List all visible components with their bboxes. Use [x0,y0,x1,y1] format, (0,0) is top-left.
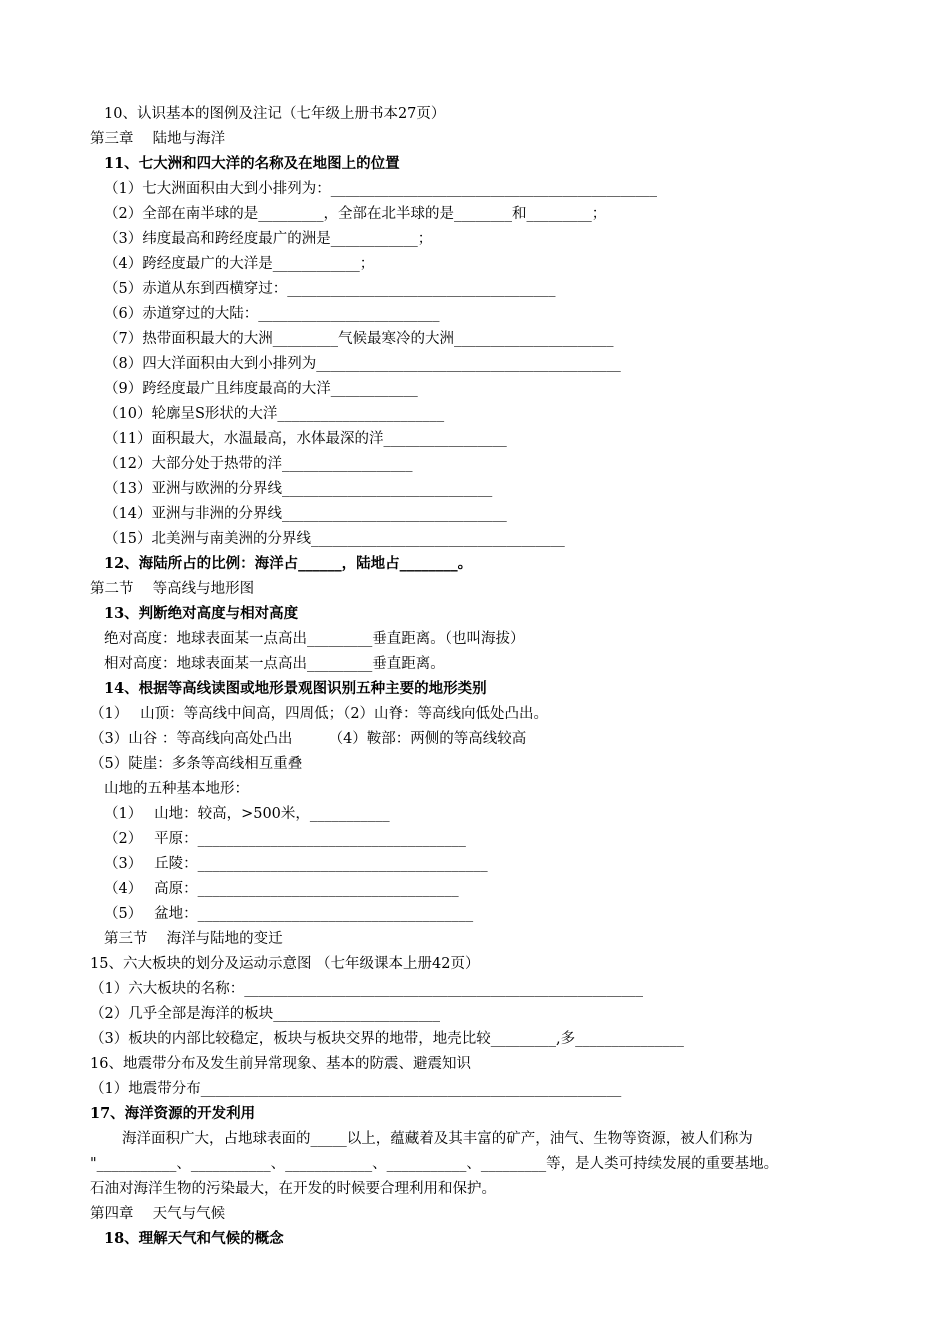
item-17-heading: 17、海洋资源的开发利用 [90,1105,256,1122]
q11-2: （2）全部在南半球的是_________，全部在北半球的是________和_________； [104,206,607,222]
landform-5: （5）陡崖：多条等高线相互重叠 [90,756,303,772]
basic-landform-4: （4） 高原：____________________________________ [104,881,459,897]
section-2-title: 第二节 等高线与地形图 [90,581,255,597]
q11-15: （15）北美洲与南美洲的分界线___________________________________ [104,531,565,547]
item-14-heading: 14、根据等高线读图或地形景观图识别五种主要的地形类别 [104,680,487,697]
item-15-heading: 15、六大板块的划分及运动示意图 （七年级课本上册42页） [90,956,480,972]
absolute-height: 绝对高度：地球表面某一点高出_________垂直距离。（也叫海拔） [104,631,525,647]
q11-8: （8）四大洋面积由大到小排列为__________________________________________ [104,356,621,372]
q11-10: （10）轮廓呈S形状的大洋_______________________ [104,406,445,422]
q11-12: （12）大部分处于热带的洋__________________ [104,456,413,472]
chapter-3-title: 第三章 陆地与海洋 [90,131,226,147]
item-13-heading: 13、判断绝对高度与相对高度 [104,605,299,622]
ocean-resources-p1: 海洋面积广大，占地球表面的_____以上，蕴藏着及其丰富的矿产，油气、生物等资源，被人们称为 [122,1131,753,1147]
q11-4: （4）跨经度最广的大洋是____________； [104,256,375,272]
q15-3: （3）板块的内部比较稳定，板块与板块交界的地带，地壳比较_________,多_______________ [90,1031,684,1047]
basic-landform-2: （2） 平原：_____________________________________ [104,831,466,847]
ocean-resources-p3: 石油对海洋生物的污染最大，在开发的时候要合理利用和保护。 [90,1181,496,1197]
ocean-resources-p2: "___________、___________、____________、___________、_________等，是人类可持续发展的重要基地。 [90,1156,779,1172]
q11-14: （14）亚洲与非洲的分界线_______________________________ [104,506,507,522]
q16-1: （1）地震带分布__________________________________________________________ [90,1081,622,1097]
q11-11: （11）面积最大，水温最高，水体最深的洋_________________ [104,431,507,447]
item-18-heading: 18、理解天气和气候的概念 [104,1230,284,1247]
item-16-heading: 16、地震带分布及发生前异常现象、基本的防震、避震知识 [90,1056,471,1072]
item-12: 12、海陆所占的比例：海洋占______，陆地占________。 [104,555,473,572]
q11-7: （7）热带面积最大的大洲_________气候最寒冷的大洲______________________ [104,331,614,347]
q11-13: （13）亚洲与欧洲的分界线_____________________________ [104,481,493,497]
basic-landform-5: （5） 盆地：______________________________________ [104,906,474,922]
q11-3: （3）纬度最高和跨经度最广的洲是____________； [104,231,433,247]
chapter-4-title: 第四章 天气与气候 [90,1206,226,1222]
q15-2: （2）几乎全部是海洋的板块_______________________ [90,1006,440,1022]
q11-5: （5）赤道从东到西横穿过：_____________________________________ [104,281,556,297]
basic-landform-1: （1） 山地：较高，>500米，___________ [104,806,390,822]
item-11-heading: 11、七大洲和四大洋的名称及在地图上的位置 [104,155,400,172]
q11-1: （1）七大洲面积由大到小排列为：_____________________________________________ [104,181,657,197]
section-3-title: 第三节 海洋与陆地的变迁 [104,931,283,947]
basic-landform-3: （3） 丘陵：________________________________________ [104,856,488,872]
item-10: 10、认识基本的图例及注记（七年级上册书本27页） [104,106,446,122]
landform-3-4: （3）山谷 ：等高线向高处凸出 （4）鞍部：两侧的等高线较高 [90,731,527,747]
basic-landforms-heading: 山地的五种基本地形： [104,781,249,797]
q11-9: （9）跨经度最广且纬度最高的大洋____________ [104,381,418,397]
relative-height: 相对高度：地球表面某一点高出_________垂直距离。 [104,656,445,672]
landform-1-2: （1） 山顶：等高线中间高，四周低；（2）山脊：等高线向低处凸出。 [90,706,549,722]
q15-1: （1）六大板块的名称：_______________________________________________________ [90,981,643,997]
q11-6: （6）赤道穿过的大陆：_________________________ [104,306,440,322]
